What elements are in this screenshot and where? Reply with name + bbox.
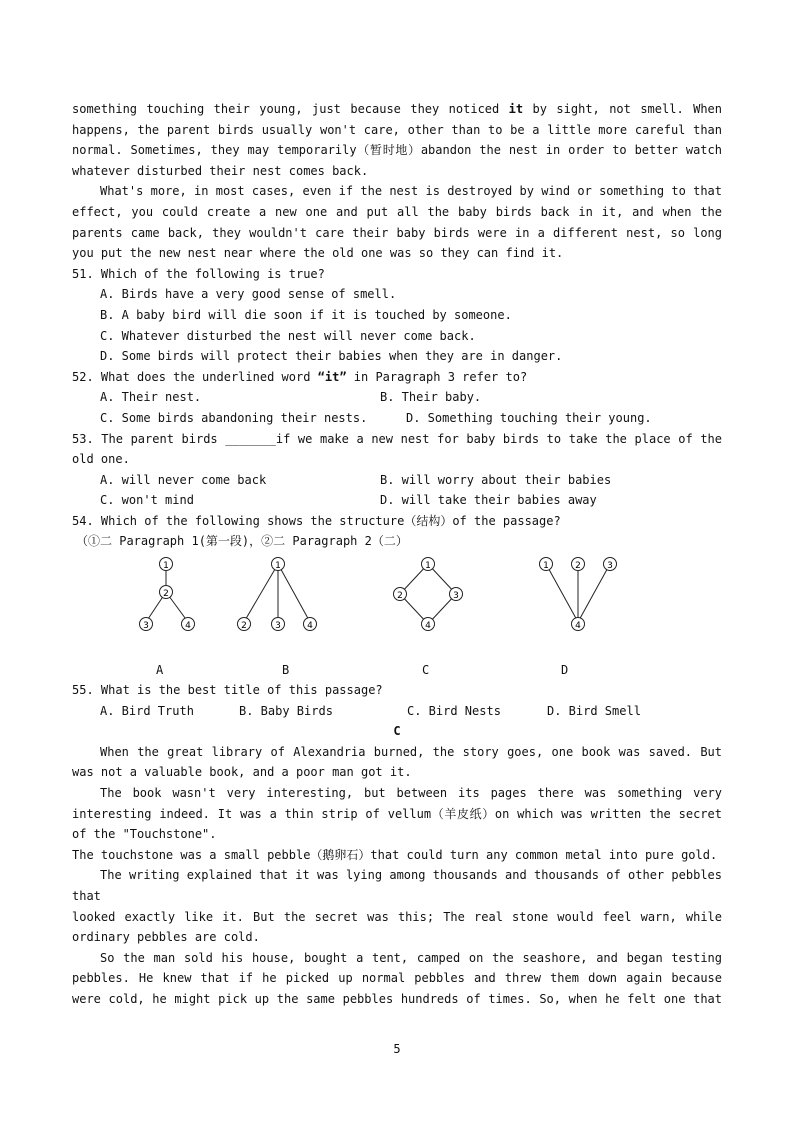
text-line: effect, you could create a new one and put all the baby birds back in it, and when the [72,204,722,219]
option-b: B. A baby bird will die soon if it is touched by someone. [100,307,512,322]
svg-text:3: 3 [607,561,613,572]
svg-text:4: 4 [185,621,191,632]
stem-text: 52. What does the underlined word [72,369,318,384]
text-line: ordinary pebbles are cold. [72,930,260,945]
svg-text:1: 1 [543,561,549,572]
option-d: D. Bird Smell [547,703,641,718]
diagram-c [390,554,470,644]
passage-c-paragraph-5 [72,948,722,1010]
text-line: The touchstone was a small pebble（鹅卵石）that could turn any common metal into pure gold. [72,847,718,862]
option-d: D. Something touching their young. [406,410,652,425]
option-a: A. will never come back [100,472,267,487]
svg-text:2: 2 [397,591,403,602]
text-line: pebbles. He knew that if he picked up normal pebbles and threw them down again because [72,971,722,986]
option-d: D. Some birds will protect their babies when they are in danger. [100,349,563,364]
svg-text:4: 4 [425,621,431,632]
option-row [72,470,722,491]
text-line: normal. Sometimes, they may temporarily（暂时地）abandon the nest in order to better watch [72,143,722,158]
question-51 [72,264,722,367]
diagram-label-c: C [422,663,430,678]
option-b: B. Baby Birds [239,703,333,718]
svg-text:1: 1 [425,561,431,572]
question-55 [72,680,722,721]
text-line: were cold, he might pick up the same pebbles hundreds of times. So, when he felt one that [72,991,722,1006]
text-line: interesting indeed. It was a thin strip of vellum（羊皮纸）on which was written the secret [72,806,722,821]
bold-it: it [508,102,524,116]
question-stem: 53. The parent birds _______if we make a new nest for baby birds to take the place of the [72,431,722,446]
text-line: of the "Touchstone". [72,827,217,842]
text-line: When the great library of Alexandria burned, the story goes, one book was saved. But [100,744,722,759]
option-c: C. Bird Nests [407,703,501,718]
option-row [72,490,722,511]
question-52 [72,367,722,429]
stem-text: in Paragraph 3 refer to? [346,369,528,384]
option-d: D. will take their babies away [380,493,597,508]
question-stem: 51. Which of the following is true? [72,266,325,281]
diagram-a [132,554,202,644]
diagram-label-b: B [282,663,290,678]
question-note: （①二 Paragraph 1(第一段)，②二 Paragraph 2（二） [76,534,408,549]
text-line: So the man sold his house, bought a tent, camped on the seashore, and began testing [100,950,722,965]
question-stem-cont: old one. [72,452,130,467]
text-fragment: by sight, not smell. When [532,102,722,116]
text-line: that [72,889,101,903]
option-a: A. Their nest. [100,390,202,405]
option-c: C. Whatever disturbed the nest will never come back. [100,328,476,343]
diagram-label-d: D [561,663,569,678]
passage-c-paragraph-4 [72,865,722,947]
text-line [72,99,722,120]
diagram-label-a: A [156,663,164,678]
text-line: happens, the parent birds usually won't care, other than to be a little more careful than [72,122,722,137]
svg-text:1: 1 [163,561,169,572]
question-stem [72,367,722,388]
passage-c-paragraph-2 [72,783,722,845]
text-fragment: something touching their young, just because they noticed [72,102,509,116]
question-54 [72,511,722,680]
svg-text:1: 1 [275,561,281,572]
option-a: A. Bird Truth [100,703,194,718]
passage-b-paragraph-cont [72,99,722,181]
passage-c-paragraph-3 [72,845,722,866]
option-a: A. Birds have a very good sense of smell. [100,287,397,302]
diagram-d [536,554,626,644]
structure-diagrams [72,554,722,680]
text-line: parents came back, they wouldn't care their baby birds were in a different nest, so long [72,225,722,240]
option-row [72,701,722,722]
option-c: C. Some birds abandoning their nests. [100,410,368,425]
text-line: you put the new nest near where the old one was so they can find it. [72,246,564,261]
text-line: The book wasn't very interesting, but between its pages there was something very [100,786,722,801]
question-stem: 54. Which of the following shows the structure（结构）of the passage? [72,513,561,528]
section-heading: C [393,724,401,739]
passage-c-paragraph-1 [72,742,722,783]
question-stem: 55. What is the best title of this passage? [72,683,383,698]
option-row [72,387,722,408]
option-b: B. Their baby. [380,390,482,405]
option-c: C. won't mind [100,493,194,508]
svg-text:3: 3 [453,591,459,602]
svg-text:3: 3 [143,621,149,632]
svg-text:2: 2 [575,561,581,572]
underlined-word: “it” [317,369,347,384]
text-line: whatever disturbed their nest comes back. [72,163,369,178]
svg-text:2: 2 [241,621,247,632]
page-number: 5 [393,1042,401,1056]
text-line: What's more, in most cases, even if the nest is destroyed by wind or something to that [100,184,722,199]
svg-text:4: 4 [575,621,581,632]
svg-text:2: 2 [163,589,169,600]
question-53 [72,429,722,511]
passage-b-paragraph-last [72,181,722,263]
diagram-b [236,554,326,644]
page-content [72,99,722,1010]
text-line: looked exactly like it. But the secret was this; The real stone would feel warn, while [72,909,722,924]
option-row [72,408,722,429]
option-b: B. will worry about their babies [380,472,612,487]
text-line: was not a valuable book, and a poor man got it. [72,765,412,780]
text-line: The writing explained that it was lying among thousands and thousands of other pebbles [100,868,722,883]
svg-text:4: 4 [307,621,313,632]
svg-text:3: 3 [275,621,281,632]
